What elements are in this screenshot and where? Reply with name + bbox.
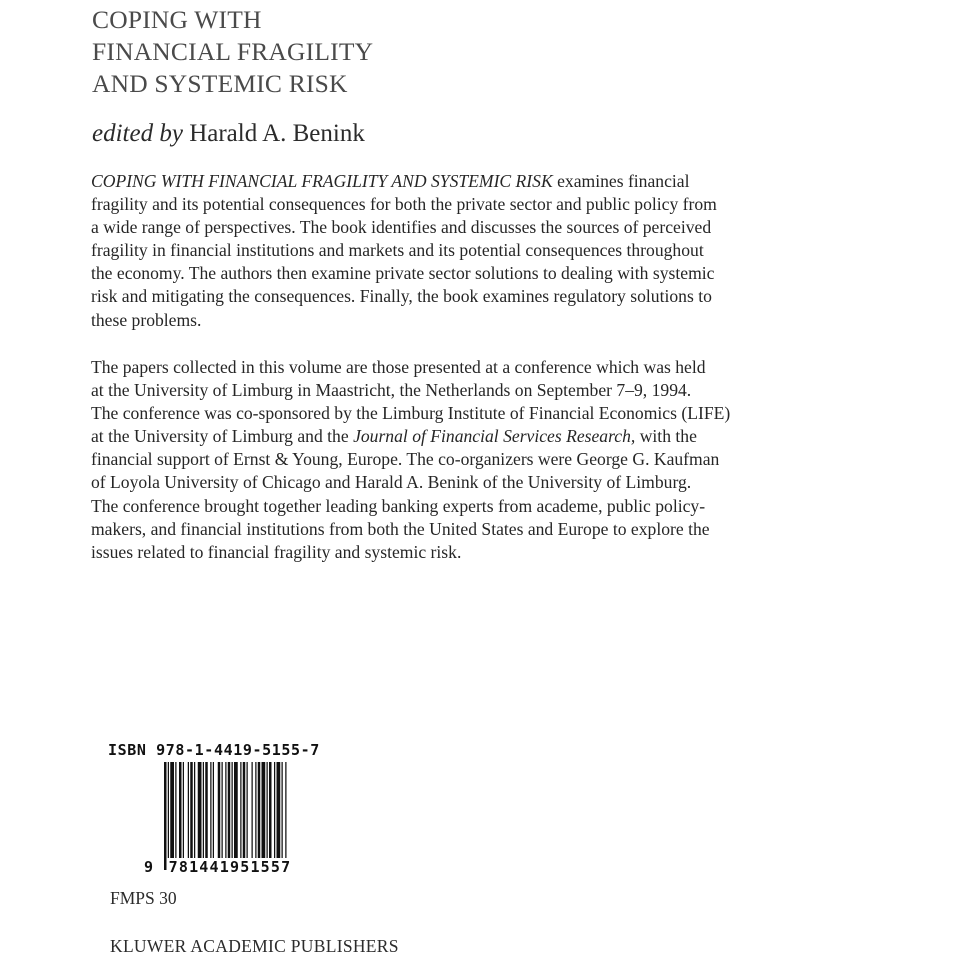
- editor-credit: [92, 118, 365, 150]
- barcode-bar: [252, 762, 253, 862]
- barcode-bar: [179, 762, 182, 862]
- barcode-bar: [258, 762, 261, 862]
- title-line-2: FINANCIAL FRAGILITY: [92, 37, 374, 66]
- editor-name: Harald A. Benink: [189, 120, 365, 147]
- barcode-bar: [247, 762, 248, 862]
- conference-line: financial support of Ernst & Young, Europe. The co-organizers were George G. Kaufman: [91, 449, 720, 470]
- barcode-bar: [170, 762, 174, 862]
- barcode-bar: [228, 762, 231, 870]
- barcode-bar: [168, 762, 169, 870]
- barcode-bar: [232, 762, 233, 862]
- barcode-digits: 781441951557: [168, 858, 292, 876]
- description-title-ref: COPING WITH FINANCIAL FRAGILITY AND SYSTEMIC RISK: [91, 171, 553, 191]
- barcode-bar: [198, 762, 202, 862]
- barcode-bar: [255, 762, 256, 862]
- barcode-bar: [243, 762, 246, 862]
- isbn-label: ISBN 978-1-4419-5155-7: [108, 741, 320, 759]
- barcode-bar: [205, 762, 208, 862]
- description-line-1-rest: examines financial: [552, 171, 690, 191]
- conference-line: makers, and financial institutions from both the United States and Europe to explore the: [91, 518, 710, 539]
- title-line-1: COPING WITH: [92, 5, 262, 34]
- description-line: fragility in financial institutions and markets and its potential consequences throughout: [91, 240, 704, 261]
- barcode-bar: [164, 762, 167, 870]
- description-line: a wide range of perspectives. The book identifies and discusses the sources of perceived: [91, 217, 712, 238]
- barcode-bar: [285, 762, 286, 862]
- conference-line: The conference brought together leading banking experts from academe, public policy-: [91, 495, 706, 516]
- publisher-name: KLUWER ACADEMIC PUBLISHERS: [110, 936, 399, 956]
- barcode-bar: [218, 762, 221, 862]
- barcode-bar: [274, 762, 275, 862]
- description-line: [91, 170, 791, 193]
- barcode-bar: [188, 762, 189, 862]
- editor-prefix: edited by: [92, 120, 183, 147]
- isbn-barcode: [140, 762, 310, 882]
- barcode-bar: [277, 762, 281, 862]
- series-number: FMPS 30: [110, 888, 177, 908]
- conference-line: issues related to financial fragility and systemic risk.: [91, 541, 462, 562]
- barcode-bar: [203, 762, 204, 862]
- barcode-bar: [282, 762, 283, 862]
- barcode-bar: [234, 762, 238, 862]
- conference-line-4-post: with the: [635, 426, 697, 447]
- conference-paragraph: [91, 356, 791, 564]
- barcode-bar: [190, 762, 193, 862]
- conference-line: of Loyola University of Chicago and Harald A. Benink of the University of Limburg.: [91, 472, 692, 493]
- barcode-bar: [262, 762, 266, 862]
- barcode-bar: [269, 762, 272, 862]
- conference-line-4-pre: at the University of Limburg and the: [91, 426, 354, 447]
- barcode-bar: [194, 762, 195, 862]
- barcode-first-digit: 9: [144, 858, 154, 876]
- barcode-bar: [183, 762, 184, 862]
- journal-name: Journal of Financial Services Research,: [353, 426, 636, 447]
- description-line: fragility and its potential consequences for both the private sector and public policy from: [91, 194, 717, 215]
- barcode-bar: [210, 762, 211, 862]
- conference-line: The papers collected in this volume are those presented at a conference which was held: [91, 357, 706, 377]
- book-description: [91, 170, 791, 332]
- conference-line: [91, 425, 791, 448]
- description-line: risk and mitigating the consequences. Finally, the book examines regulatory solutions to: [91, 286, 712, 307]
- barcode-bar: [240, 762, 241, 862]
- book-title: [92, 4, 373, 100]
- description-line: the economy. The authors then examine private sector solutions to dealing with systemic: [91, 263, 715, 284]
- description-line: these problems.: [91, 309, 202, 330]
- barcode-bar: [267, 762, 268, 862]
- barcode-bar: [225, 762, 226, 870]
- conference-line: at the University of Limburg in Maastricht, the Netherlands on September 7–9, 1994.: [91, 380, 692, 401]
- title-line-3: AND SYSTEMIC RISK: [92, 69, 348, 98]
- barcode-bar: [175, 762, 176, 862]
- barcode-bar: [222, 762, 223, 862]
- barcode-bar: [213, 762, 214, 862]
- conference-line: The conference was co-sponsored by the Limburg Institute of Financial Economics (LIFE): [91, 403, 731, 424]
